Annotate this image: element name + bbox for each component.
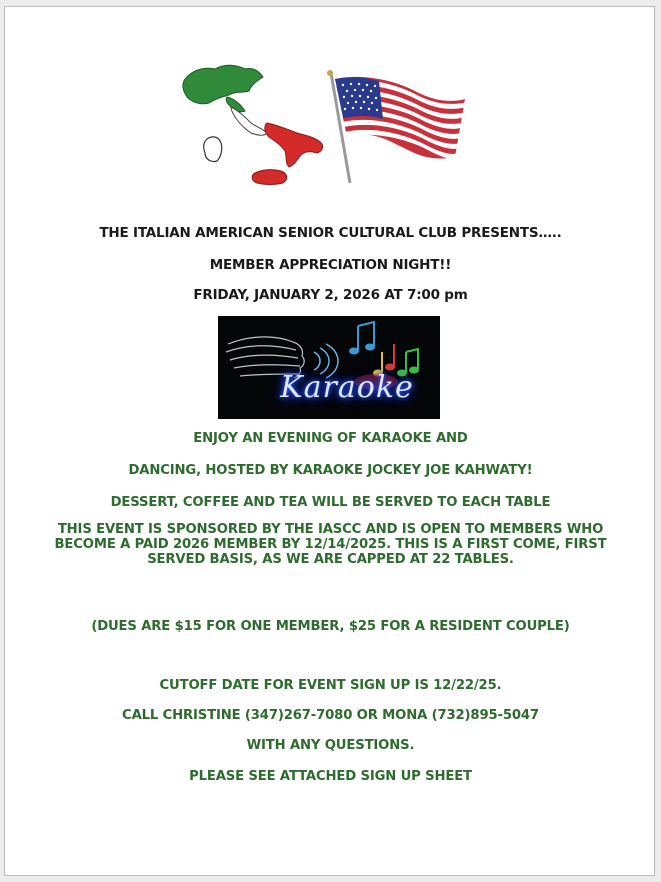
header-images	[5, 7, 656, 207]
signup-line: PLEASE SEE ATTACHED SIGN UP SHEET	[189, 769, 472, 784]
italy-map-icon	[183, 65, 323, 184]
detail-line-host: DANCING, HOSTED BY KARAOKE JOCKEY JOE KAHWATY!	[128, 463, 533, 478]
presents-headline: THE ITALIAN AMERICAN SENIOR CULTURAL CLUB PRESENTS…..	[99, 225, 562, 241]
american-flag-icon	[325, 67, 475, 183]
karaoke-logo-text: Karaoke	[280, 370, 414, 405]
flyer-page	[4, 6, 655, 876]
event-name-headline: MEMBER APPRECIATION NIGHT!!	[209, 257, 452, 273]
dues-line: (DUES ARE $15 FOR ONE MEMBER, $25 FOR A RESIDENT COUPLE)	[91, 619, 570, 634]
karaoke-image	[218, 316, 440, 419]
detail-line-dessert: DESSERT, COFFEE AND TEA WILL BE SERVED TO EACH TABLE	[110, 495, 551, 510]
cutoff-line: CUTOFF DATE FOR EVENT SIGN UP IS 12/22/25.	[159, 678, 502, 693]
questions-line: WITH ANY QUESTIONS.	[246, 738, 415, 753]
detail-line-karaoke: ENJOY AN EVENING OF KARAOKE AND	[193, 431, 468, 446]
contact-line: CALL CHRISTINE (347)267-7080 OR MONA (732)895-5047	[122, 708, 539, 723]
date-time-headline: FRIDAY, JANUARY 2, 2026 AT 7:00 pm	[193, 287, 468, 303]
sponsor-paragraph: THIS EVENT IS SPONSORED BY THE IASCC AND IS OPEN TO MEMBERS WHO BECOME A PAID 2026 MEMBER BY 12/14/2025. THIS IS A FIRST COME, FIRST SERVED BASIS, AS WE ARE CAPPED AT 22 TABLES.	[54, 522, 607, 567]
music-notes-icon	[349, 322, 419, 377]
